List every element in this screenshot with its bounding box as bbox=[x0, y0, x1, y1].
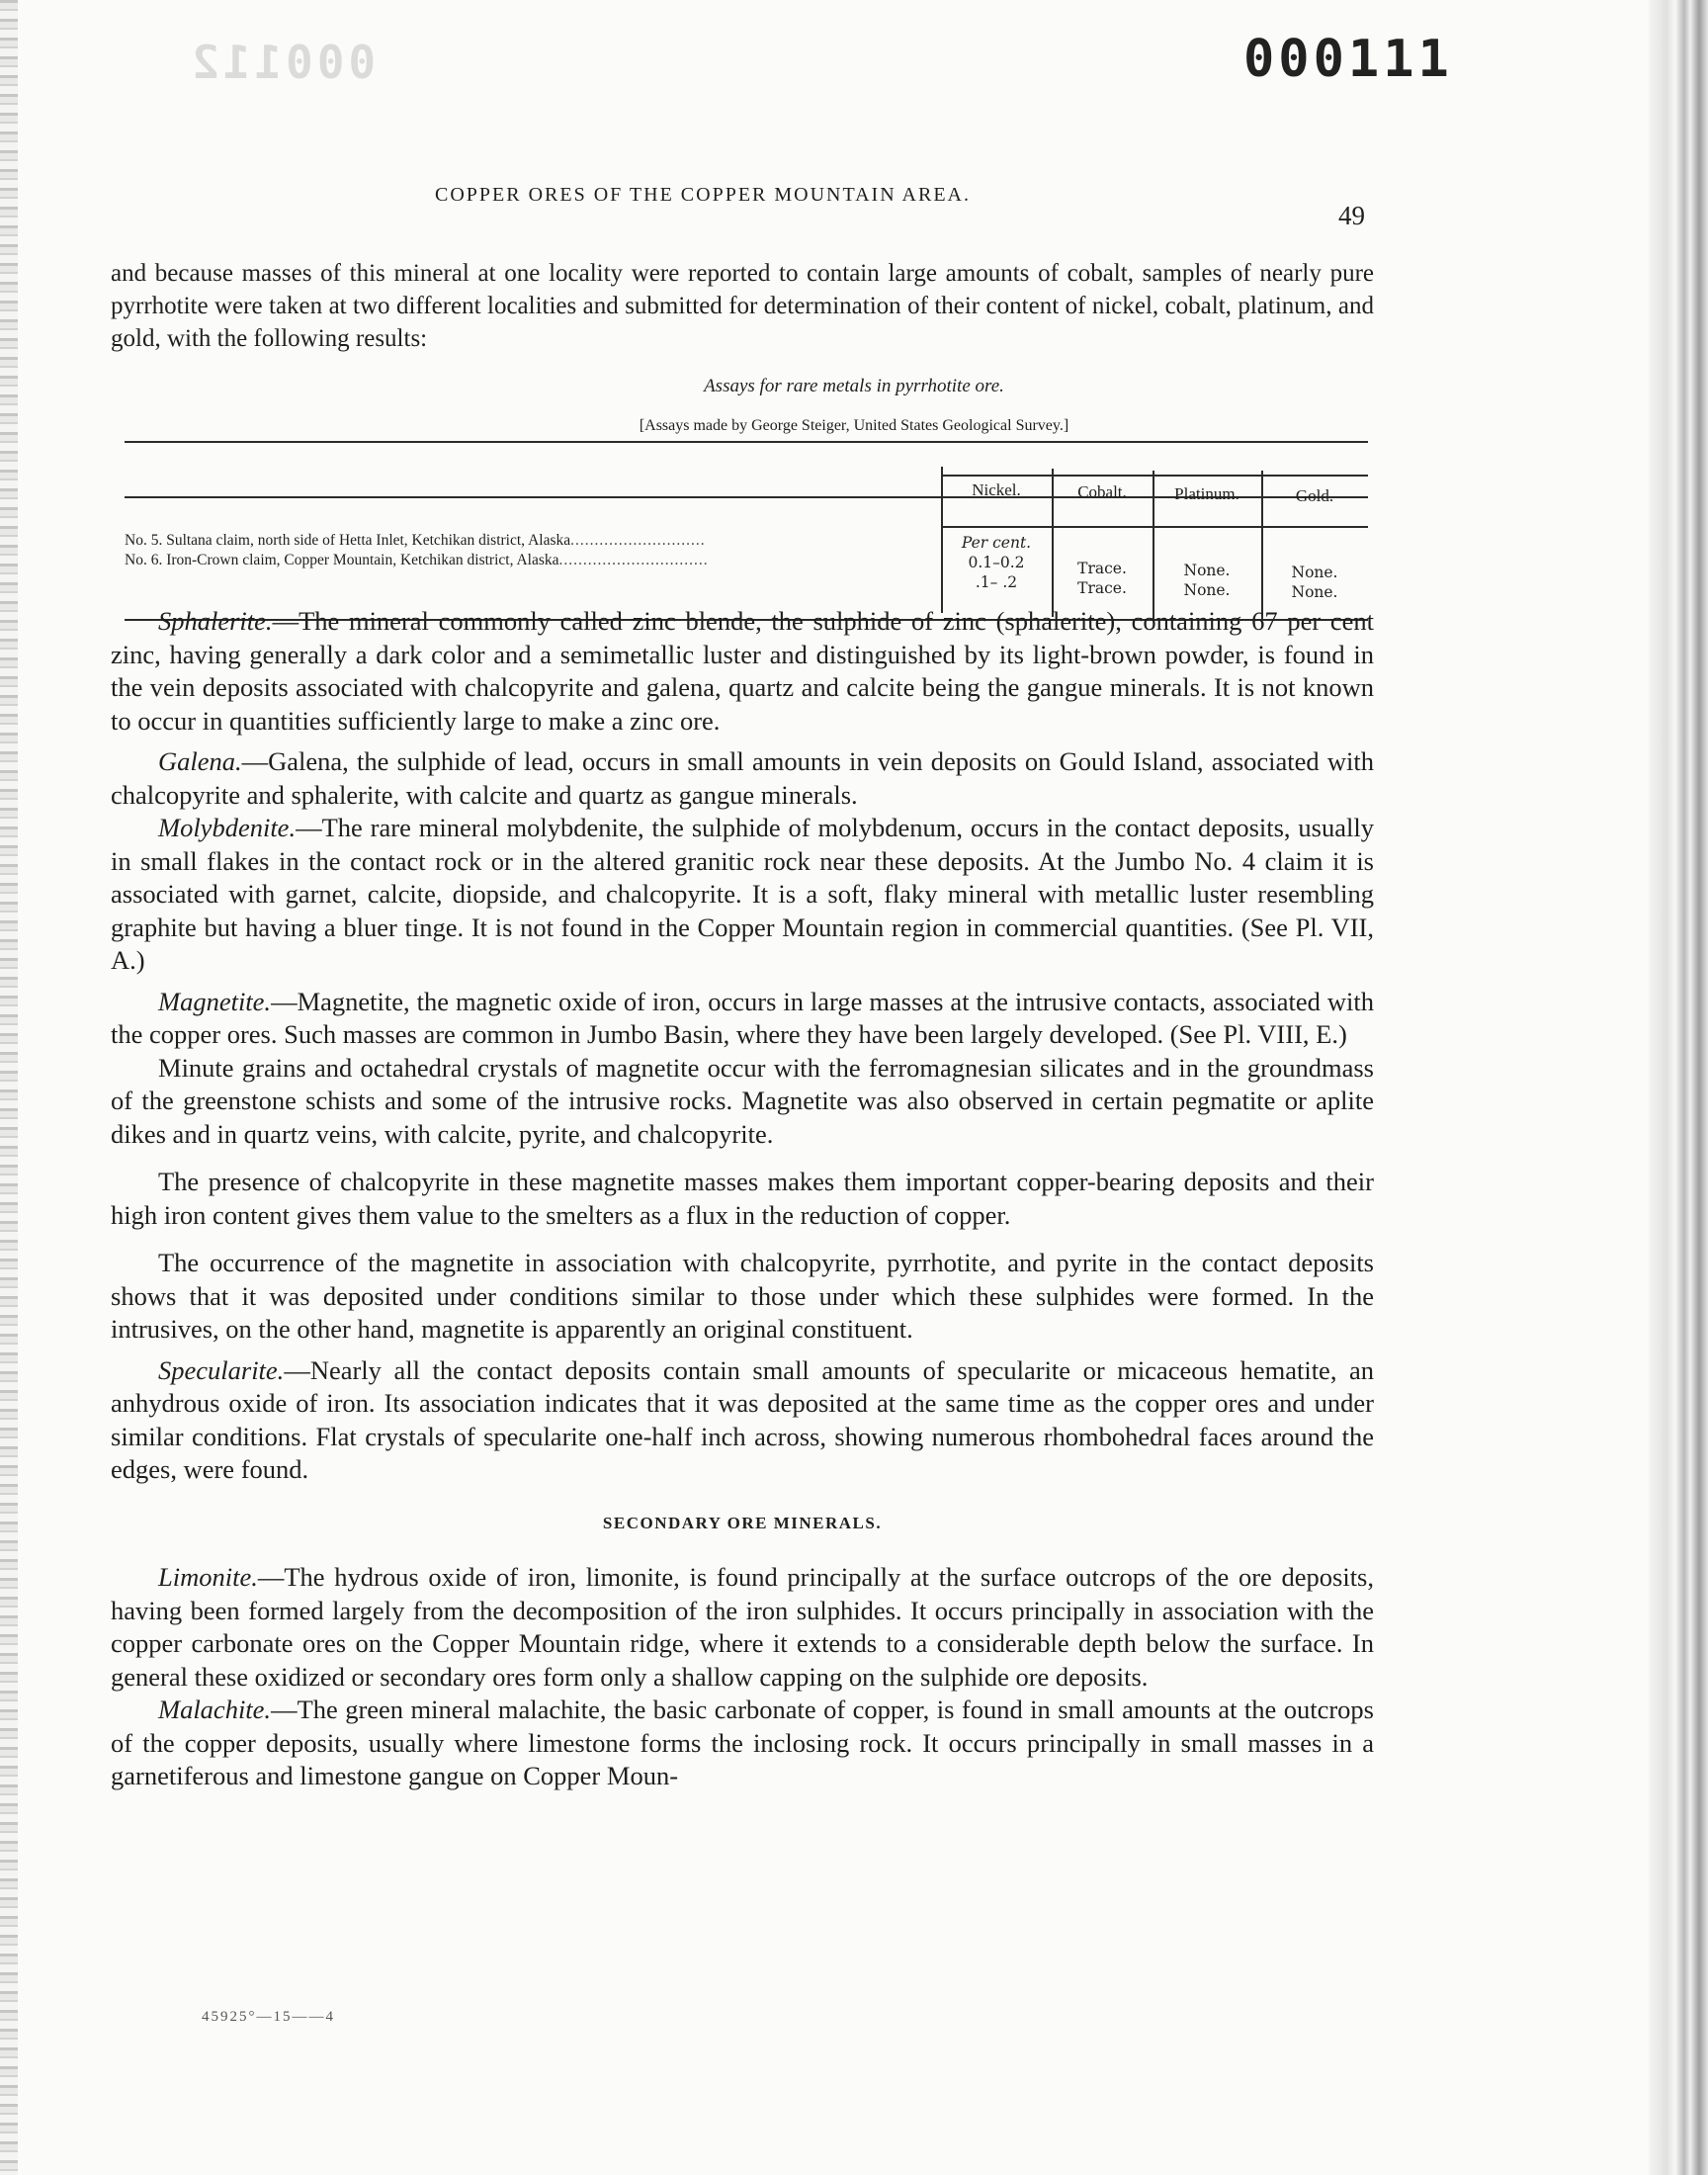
row-5-gold: None. bbox=[1291, 564, 1338, 581]
col-header-nickel: Nickel. bbox=[972, 480, 1021, 499]
table-top-rule bbox=[125, 441, 1368, 443]
table-header-rule-right bbox=[941, 475, 1368, 477]
section-heading-secondary: SECONDARY ORE MINERALS. bbox=[602, 1513, 883, 1532]
term-limonite: Limonite. bbox=[158, 1562, 258, 1592]
scan-edge-right bbox=[1649, 0, 1708, 2175]
paragraph-malachite bbox=[111, 1694, 1374, 1793]
term-sphalerite: Sphalerite. bbox=[158, 606, 273, 636]
running-head: COPPER ORES OF THE COPPER MOUNTAIN AREA. bbox=[435, 184, 971, 206]
table-caption: Assays for rare metals in pyrrhotite ore. bbox=[704, 376, 1004, 396]
paragraph-molybdenite bbox=[111, 812, 1374, 978]
row-6-nickel: .1– .2 bbox=[975, 573, 1018, 591]
main-text bbox=[111, 605, 1374, 1793]
intro-text: and because masses of this mineral at one locality were reported to contain large amounts of cobalt, samples of nearly pure pyrrhotite were taken at two different localities and submitted for determination of their content of nickel, cobalt, platinum, and gold, with the following results: bbox=[111, 260, 1374, 352]
text-limonite: —The hydrous oxide of iron, limonite, is found principally at the surface outcrops of the ore deposits, having been formed largely from the decomposition of the iron sulphides. It occurs principally in association with the copper carbonate ores on the Copper Mountain ridge, where it extends to a considerable depth below the surface. In general these oxidized or secondary ores form only a shallow capping on the sulphide ore deposits. bbox=[111, 1562, 1374, 1692]
table-row-label bbox=[125, 552, 709, 569]
row-6-cobalt: Trace. bbox=[1077, 579, 1127, 597]
paragraph-magnetite bbox=[111, 986, 1374, 1052]
paragraph-minute-grains: Minute grains and octahedral crystals of magnetite occur with the ferromagnesian silicates and in the groundmass of the greenstone schists and some of the intrusive rocks. Magnetite was also observed in certain pegmatite or aplite dikes and in quartz veins, with calcite, pyrite, and chalcopyrite. bbox=[111, 1052, 1374, 1149]
scan-edge-left bbox=[0, 0, 18, 2175]
paragraph-occurrence: The occurrence of the magnetite in association with chalcopyrite, pyrrhotite, and pyrite in the contact deposits shows that it was deposited under conditions similar to those under which these sulphides were formed. In the intrusives, on the other hand, magnetite is apparently an original constituent. bbox=[111, 1248, 1374, 1344]
row-5-nickel: 0.1–0.2 bbox=[968, 554, 1025, 571]
row-6-label: No. 6. Iron-Crown claim, Copper Mountain, Ketchikan district, Alaska bbox=[125, 552, 559, 568]
term-specularite: Specularite. bbox=[158, 1354, 285, 1385]
table-row-label bbox=[125, 532, 706, 550]
bleed-through-stamp: 000112 bbox=[188, 36, 377, 89]
text-magnetite: —Magnetite, the magnetic oxide of iron, occurs in large masses at the intrusive contacts, associated with the copper ores. Such masses are common in Jumbo Basin, where they have been largely developed. (See Pl. VIII, E.) bbox=[111, 986, 1374, 1049]
paragraph-galena bbox=[111, 745, 1374, 812]
term-malachite: Malachite. bbox=[158, 1695, 272, 1724]
col-header-gold: Gold. bbox=[1295, 486, 1334, 505]
table-subheader-rule bbox=[941, 526, 1368, 528]
text-galena: —Galena, the sulphide of lead, occurs in small amounts in vein deposits on Gould Island, associated with chalcopyrite and sphalerite, with calcite and quartz as gangue minerals. bbox=[111, 746, 1374, 810]
page-number: 49 bbox=[1338, 201, 1365, 230]
text-molybdenite: —The rare mineral molybdenite, the sulphide of molybdenum, occurs in the contact deposits, usually in small flakes in the contact rock or in the altered granitic rock near these deposits. At the Jumbo No. 4 claim it is associated with garnet, calcite, diopside, and chalcopyrite. It is a soft, flaky mineral with metallic luster resembling graphite but having a bluer tinge. It is not found in the Copper Mountain region in commercial quantities. (See Pl. VII, A.) bbox=[111, 813, 1374, 975]
leader-dots: ............................... bbox=[558, 552, 709, 568]
paragraph-sphalerite bbox=[111, 605, 1374, 738]
col-header-platinum: Platinum. bbox=[1174, 484, 1239, 503]
row-5-cobalt: Trace. bbox=[1077, 560, 1127, 577]
printer-signature: 45925°—15——4 bbox=[202, 2009, 335, 2025]
term-galena: Galena. bbox=[158, 746, 242, 776]
row-6-gold: None. bbox=[1291, 583, 1338, 601]
term-molybdenite: Molybdenite. bbox=[158, 813, 297, 842]
term-magnetite: Magnetite. bbox=[158, 986, 272, 1016]
intro-paragraph bbox=[111, 257, 1374, 355]
col-header-cobalt: Cobalt. bbox=[1077, 482, 1127, 501]
text-sphalerite: —The mineral commonly called zinc blende, the sulphide of zinc (sphalerite), containing 67 per cent zinc, having generally a dark color and a semimetallic luster and distinguished by its light-brown powder, is found in the vein deposits associated with chalcopyrite and galena, quartz and calcite being the gangue minerals. It is not known to occur in quantities sufficiently large to make a zinc ore. bbox=[111, 606, 1374, 736]
text-specularite: —Nearly all the contact deposits contain small amounts of specularite or micaceous hematite, an anhydrous oxide of iron. Its association indicates that it was deposited at the same time as the copper ores and under similar conditions. Flat crystals of specularite one-half inch across, showing numerous rhombohedral faces around the edges, were found. bbox=[111, 1354, 1374, 1484]
unit-label: Per cent. bbox=[961, 534, 1032, 552]
paragraph-specularite bbox=[111, 1354, 1374, 1487]
text-malachite: —The green mineral malachite, the basic carbonate of copper, is found in small amounts at the outcrops of the copper deposits, usually where limestone forms the inclosing rock. It occurs principally in small masses in a garnetiferous and limestone gangue on Copper Moun- bbox=[111, 1695, 1374, 1790]
paragraph-limonite bbox=[111, 1561, 1374, 1694]
page-stamp-number: 000111 bbox=[1243, 30, 1453, 89]
row-5-platinum: None. bbox=[1183, 562, 1231, 579]
paragraph-presence: The presence of chalcopyrite in these magnetite masses makes them important copper-bearing deposits and their high iron content gives them value to the smelters as a flux in the reduction of copper. bbox=[111, 1167, 1374, 1230]
table-note: [Assays made by George Steiger, United States Geological Survey.] bbox=[639, 417, 1069, 434]
row-6-platinum: None. bbox=[1183, 581, 1231, 599]
leader-dots: ............................ bbox=[570, 532, 706, 549]
row-5-label: No. 5. Sultana claim, north side of Hetta Inlet, Ketchikan district, Alaska bbox=[125, 532, 571, 549]
